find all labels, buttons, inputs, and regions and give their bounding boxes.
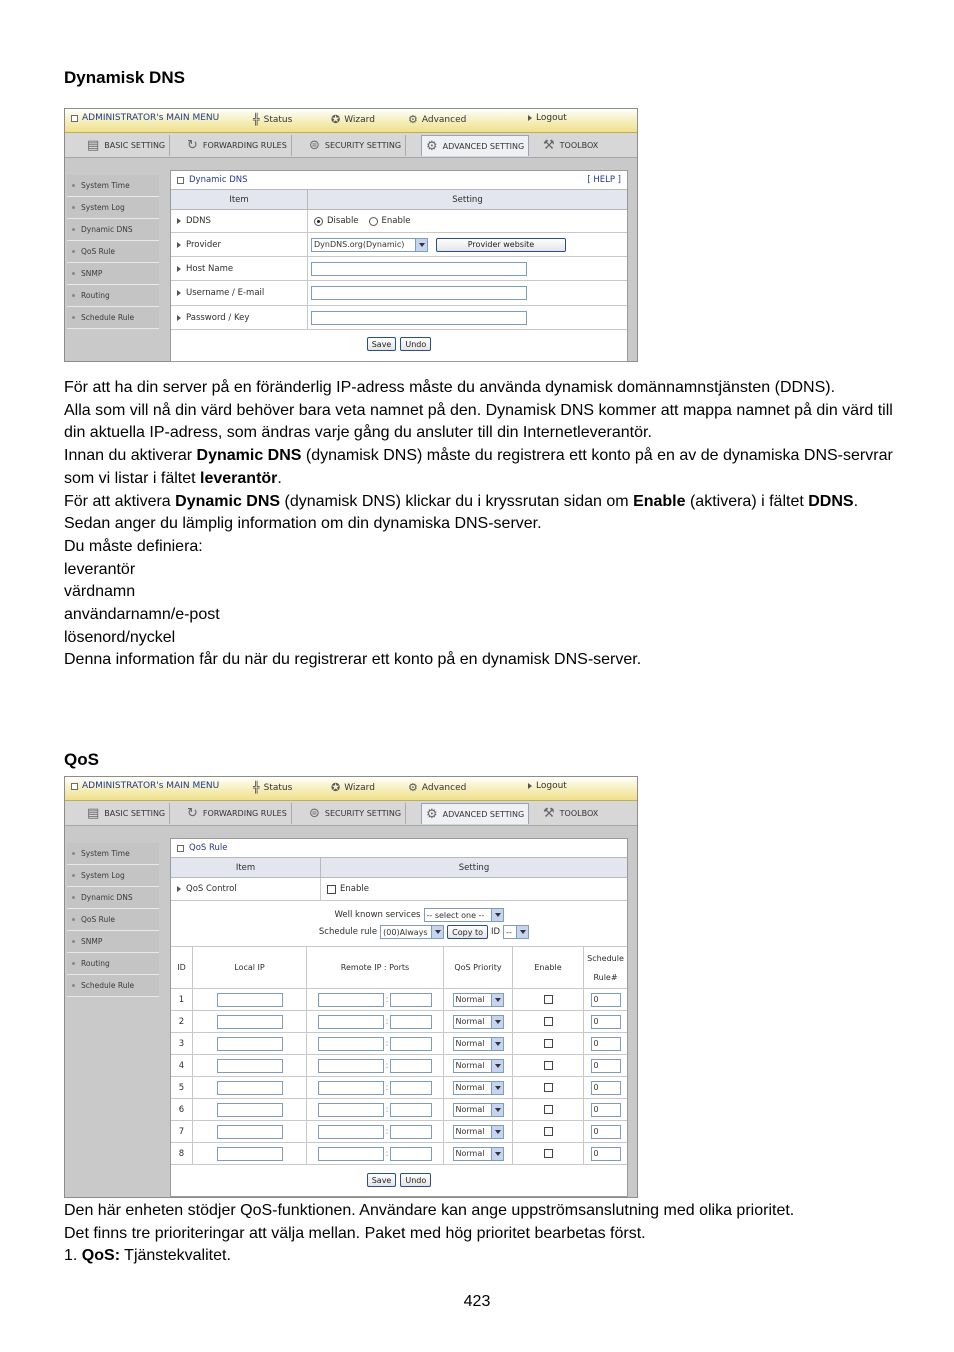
tab-forwarding-rules[interactable]: ↻ FORWARDING RULES (183, 135, 292, 156)
tab-basic-setting[interactable]: ▤ BASIC SETTING (83, 135, 170, 156)
schedule-rule-input[interactable]: 0 (591, 1147, 621, 1161)
sidebar-item-qos-rule[interactable]: QoS Rule (67, 241, 159, 263)
username-input[interactable] (311, 286, 527, 300)
sidebar-item-dynamic-dns[interactable]: Dynamic DNS (67, 219, 159, 241)
top-menu (65, 777, 637, 801)
rule-enable-checkbox[interactable] (544, 1061, 553, 1070)
router-ui-ddns (64, 108, 638, 362)
chevron-down-icon (415, 239, 427, 251)
schedule-rule-input[interactable]: 0 (591, 1081, 621, 1095)
ddns-buttons (171, 330, 627, 358)
status-link[interactable]: ╬ Status (253, 781, 293, 794)
gear-icon: ⚙ (426, 806, 438, 822)
provider-website-button[interactable]: Provider website (436, 238, 566, 252)
wizard-link[interactable]: ✪ Wizard (331, 781, 375, 794)
forward-icon: ↻ (187, 806, 198, 821)
rule-enable-checkbox[interactable] (544, 1017, 553, 1026)
chevron-down-icon (491, 1082, 503, 1094)
toolbox-icon: ⚒ (543, 138, 555, 153)
remote-ip-input[interactable] (318, 1015, 384, 1029)
schedule-rule-input[interactable]: 0 (591, 1103, 621, 1117)
row-provider: Provider DynDNS.org(Dynamic) Provider website (171, 233, 627, 257)
qos-description: Den här enheten stödjer QoS-funktionen. Användare kan ange uppströmsanslutning med olika prioritet. Det finns tre prioriteringar att välja mellan. Paket med hög prioritet bearbetas först. 1. QoS: Tjänstekvalitet. (64, 1202, 795, 1265)
undo-button[interactable]: Undo (400, 1173, 431, 1187)
ddns-enable-radio[interactable] (369, 217, 378, 226)
sidebar-item-qos-rule[interactable]: QoS Rule (67, 909, 159, 931)
col-item: Item (171, 190, 308, 209)
sidebar-item-snmp[interactable]: SNMP (67, 263, 159, 285)
rule-enable-checkbox[interactable] (544, 1105, 553, 1114)
copy-to-button[interactable]: Copy to (447, 925, 488, 939)
wizard-link[interactable]: ✪ Wizard (331, 113, 375, 126)
sidebar-item-schedule-rule[interactable]: Schedule Rule (67, 307, 159, 329)
tab-toolbox[interactable]: ⚒ TOOLBOX (543, 806, 599, 821)
gear-icon: ⚙ (426, 138, 438, 154)
row-password: Password / Key (171, 306, 627, 330)
sidebar-item-snmp[interactable]: SNMP (67, 931, 159, 953)
qos-panel (170, 838, 628, 1197)
rule-enable-checkbox[interactable] (544, 1127, 553, 1136)
chevron-down-icon (491, 1060, 503, 1072)
status-icon: ╬ (253, 113, 260, 126)
remote-port-input[interactable] (390, 1037, 432, 1051)
admin-menu-link[interactable]: ADMINISTRATOR's MAIN MENU (71, 781, 219, 791)
priority-select[interactable]: Normal (453, 993, 504, 1007)
schedule-rule-input[interactable]: 0 (591, 1037, 621, 1051)
priority-select[interactable]: Normal (453, 1147, 504, 1161)
qos-rows (171, 989, 627, 1165)
admin-menu-link[interactable]: ADMINISTRATOR's MAIN MENU (71, 113, 219, 123)
local-ip-input[interactable] (217, 1147, 283, 1161)
local-ip-input[interactable] (217, 1015, 283, 1029)
remote-port-input[interactable] (390, 1125, 432, 1139)
schedule-rule-select[interactable]: (00)Always (380, 925, 444, 939)
tab-advanced-setting[interactable]: ⚙ ADVANCED SETTING (421, 135, 529, 156)
schedule-rule-input[interactable]: 0 (591, 1059, 621, 1073)
security-icon: ⊜ (309, 806, 320, 821)
chevron-down-icon (491, 1148, 503, 1160)
chevron-down-icon (491, 1126, 503, 1138)
chevron-down-icon (491, 909, 503, 921)
well-known-services-select[interactable]: -- select one -- (424, 908, 504, 922)
status-icon: ╬ (253, 781, 260, 794)
help-link[interactable]: [ HELP ] (587, 175, 621, 185)
sidebar (65, 843, 160, 997)
remote-ip-input[interactable] (318, 1103, 384, 1117)
local-ip-input[interactable] (217, 1059, 283, 1073)
advanced-icon: ⚙ (408, 113, 418, 126)
sidebar (65, 175, 160, 329)
arrow-icon (177, 315, 181, 321)
remote-ip-input[interactable] (318, 1037, 384, 1051)
table-header (171, 858, 627, 878)
remote-ip-input[interactable] (318, 1059, 384, 1073)
bullet-icon (72, 294, 75, 297)
arrow-icon (177, 242, 181, 248)
tab-bar (65, 133, 637, 158)
arrow-icon (177, 886, 181, 892)
tab-toolbox[interactable]: ⚒ TOOLBOX (543, 138, 599, 153)
qos-buttons (171, 1165, 627, 1195)
local-ip-input[interactable] (217, 1103, 283, 1117)
tab-forwarding-rules[interactable]: ↻ FORWARDING RULES (183, 803, 292, 824)
chevron-down-icon (431, 926, 443, 938)
table-row: 1 : Normal 0 (171, 989, 627, 1011)
row-username: Username / E-mail (171, 281, 627, 306)
chevron-down-icon (491, 1104, 503, 1116)
bullet-icon (72, 940, 75, 943)
logout-link[interactable]: Logout (528, 781, 567, 791)
remote-port-input[interactable] (390, 1081, 432, 1095)
arrow-icon (177, 290, 181, 296)
bullet-icon (72, 316, 75, 319)
sidebar-item-dynamic-dns[interactable]: Dynamic DNS (67, 887, 159, 909)
col-setting: Setting (452, 194, 483, 205)
sidebar-item-schedule-rule[interactable]: Schedule Rule (67, 975, 159, 997)
arrow-icon (177, 266, 181, 272)
bullet-icon (72, 962, 75, 965)
row-hostname: Host Name (171, 257, 627, 281)
sidebar-item-system-time[interactable]: System Time (67, 843, 159, 865)
priority-select[interactable]: Normal (453, 1037, 504, 1051)
row-qos-control: QoS Control Enable (171, 878, 627, 901)
qos-grid-header: ID Local IP Remote IP : Ports QoS Priority Enable Schedule Rule# (171, 947, 627, 989)
rule-enable-checkbox[interactable] (544, 995, 553, 1004)
arrow-icon (528, 115, 532, 121)
row-services: Well known services -- select one -- Schedule rule (00)Always Copy to ID -- (171, 901, 627, 947)
wizard-icon: ✪ (331, 113, 341, 126)
chevron-down-icon (516, 926, 528, 938)
chevron-down-icon (491, 994, 503, 1006)
bullet-icon (72, 250, 75, 253)
toolbox-icon: ⚒ (543, 806, 555, 821)
table-row: 7 : Normal 0 (171, 1121, 627, 1143)
heading-dynamic-dns: Dynamisk DNS (64, 68, 185, 87)
remote-ip-input[interactable] (318, 1147, 384, 1161)
remote-port-input[interactable] (390, 993, 432, 1007)
ddns-panel (170, 170, 628, 362)
remote-ip-input[interactable] (318, 1125, 384, 1139)
tab-security-setting[interactable]: ⊜ SECURITY SETTING (305, 135, 406, 156)
table-row: 4 : Normal 0 (171, 1055, 627, 1077)
tab-basic-setting[interactable]: ▤ BASIC SETTING (83, 803, 170, 824)
square-icon (177, 177, 184, 184)
advanced-link[interactable]: ⚙ Advanced (408, 781, 467, 794)
save-button[interactable]: Save (367, 1173, 397, 1187)
bullet-icon (72, 984, 75, 987)
priority-select[interactable]: Normal (453, 1125, 504, 1139)
remote-port-input[interactable] (390, 1015, 432, 1029)
page-number: 423 (463, 1293, 491, 1310)
schedule-rule-input[interactable]: 0 (591, 1125, 621, 1139)
table-row: 3 : Normal 0 (171, 1033, 627, 1055)
priority-select[interactable]: Normal (453, 1103, 504, 1117)
sidebar-item-system-time[interactable]: System Time (67, 175, 159, 197)
wizard-icon: ✪ (331, 781, 341, 794)
password-input[interactable] (311, 311, 527, 325)
local-ip-input[interactable] (217, 993, 283, 1007)
col-item: Item (171, 858, 321, 877)
undo-button[interactable]: Undo (400, 337, 431, 351)
sidebar-item-routing[interactable]: Routing (67, 953, 159, 975)
col-setting: Setting (458, 862, 490, 873)
schedule-rule-input[interactable]: 0 (591, 993, 621, 1007)
security-icon: ⊜ (309, 138, 320, 153)
arrow-icon (528, 783, 532, 789)
router-ui-qos (64, 776, 638, 1198)
advanced-icon: ⚙ (408, 781, 418, 794)
rule-enable-checkbox[interactable] (544, 1083, 553, 1092)
chevron-down-icon (491, 1038, 503, 1050)
chevron-down-icon (491, 1016, 503, 1028)
rule-enable-checkbox[interactable] (544, 1039, 553, 1048)
folder-icon: ▤ (87, 806, 100, 821)
priority-select[interactable]: Normal (453, 1059, 504, 1073)
qos-enable-checkbox[interactable] (327, 885, 336, 894)
ddns-disable-radio[interactable] (314, 217, 323, 226)
tab-security-setting[interactable]: ⊜ SECURITY SETTING (305, 803, 406, 824)
table-row: 5 : Normal 0 (171, 1077, 627, 1099)
table-row: 8 : Normal 0 (171, 1143, 627, 1165)
provider-select[interactable]: DynDNS.org(Dynamic) (311, 238, 428, 252)
sidebar-item-system-log[interactable]: System Log (67, 865, 159, 887)
priority-select[interactable]: Normal (453, 1081, 504, 1095)
tab-bar (65, 801, 637, 826)
advanced-link[interactable]: ⚙ Advanced (408, 113, 467, 126)
top-menu (65, 109, 637, 133)
bullet-icon (72, 874, 75, 877)
square-icon (177, 845, 184, 852)
table-row: 6 : Normal 0 (171, 1099, 627, 1121)
logout-link[interactable]: Logout (528, 113, 567, 123)
bullet-icon (72, 206, 75, 209)
bullet-icon (72, 896, 75, 899)
local-ip-input[interactable] (217, 1037, 283, 1051)
bullet-icon (72, 184, 75, 187)
panel-title: QoS Rule (171, 839, 627, 858)
ddns-description: För att ha din server på en föränderlig IP-adress måste du använda dynamisk domännamnstjänsten (DDNS). Alla som vill nå din värd behöver bara veta namnet på den. Dynamisk DNS kommer att mappa namnet på din värd till din aktuella IP-adress, som ändras varje gång du ansluter till din Internetleverantör. Innan du aktiverar Dynamic DNS (dynamisk DNS) måste du registrera ett konto på en av de dynamiska DNS-servrar som vi listar i fältet leverantör. För att aktivera Dynamic DNS (dynamisk DNS) klickar du i kryssrutan sidan om Enable (aktivera) i fältet DDNS. Sedan anger du lämplig information om din dynamiska DNS-server. Du måste definiera: leverantör värdnamn användarnamn/e-post lösenord/nyckel Denna information får du när du registrerar ett konto på en dynamisk DNS-server. (64, 379, 893, 669)
sidebar-item-routing[interactable]: Routing (67, 285, 159, 307)
priority-select[interactable]: Normal (453, 1015, 504, 1029)
bullet-icon (72, 228, 75, 231)
local-ip-input[interactable] (217, 1125, 283, 1139)
table-header (171, 190, 627, 210)
square-icon (71, 783, 78, 790)
rule-enable-checkbox[interactable] (544, 1149, 553, 1158)
tab-advanced-setting[interactable]: ⚙ ADVANCED SETTING (421, 803, 529, 824)
copy-id-select[interactable]: -- (503, 925, 529, 939)
local-ip-input[interactable] (217, 1081, 283, 1095)
arrow-icon (177, 218, 181, 224)
bullet-icon (72, 852, 75, 855)
schedule-rule-input[interactable]: 0 (591, 1015, 621, 1029)
sidebar-item-system-log[interactable]: System Log (67, 197, 159, 219)
row-ddns: DDNS Disable Enable (171, 210, 627, 233)
remote-port-input[interactable] (390, 1103, 432, 1117)
remote-ip-input[interactable] (318, 993, 384, 1007)
hostname-input[interactable] (311, 262, 527, 276)
heading-qos: QoS (64, 750, 99, 769)
square-icon (71, 115, 78, 122)
folder-icon: ▤ (87, 138, 100, 153)
remote-ip-input[interactable] (318, 1081, 384, 1095)
bullet-icon (72, 272, 75, 275)
bullet-icon (72, 918, 75, 921)
table-row: 2 : Normal 0 (171, 1011, 627, 1033)
remote-port-input[interactable] (390, 1147, 432, 1161)
status-link[interactable]: ╬ Status (253, 113, 293, 126)
save-button[interactable]: Save (367, 337, 397, 351)
remote-port-input[interactable] (390, 1059, 432, 1073)
forward-icon: ↻ (187, 138, 198, 153)
panel-title: Dynamic DNS [ HELP ] (171, 171, 627, 190)
